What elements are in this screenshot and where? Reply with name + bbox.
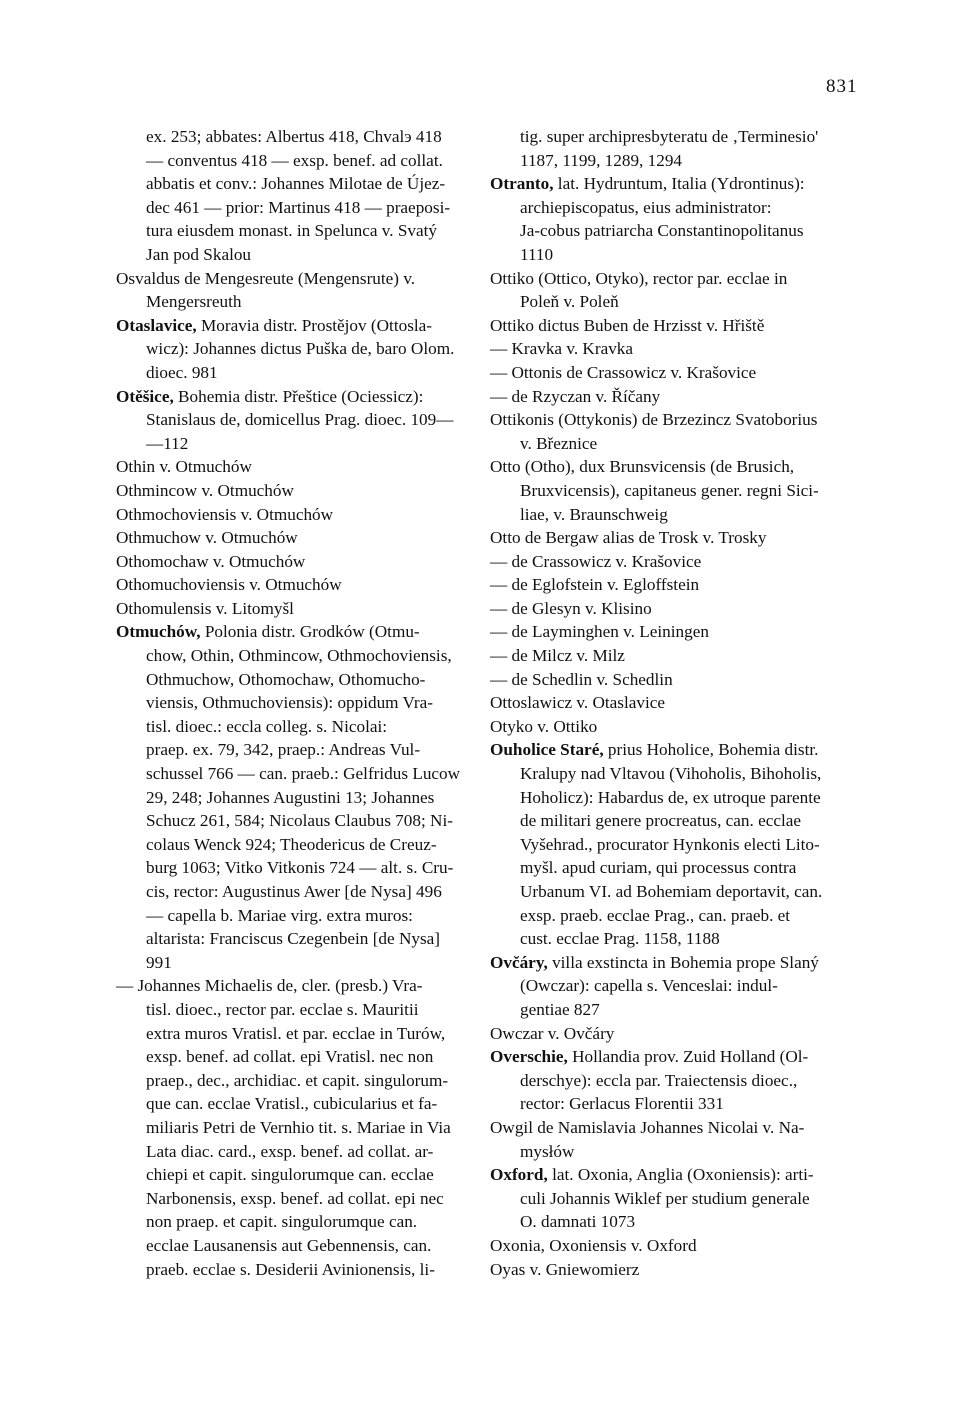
text-line: burg 1063; Vitko Vitkonis 724 — alt. s. Cru- [146, 858, 454, 878]
text-line: 991 [146, 952, 172, 972]
text-line: colaus Wenck 924; Theodericus de Creuz- [146, 834, 437, 854]
text-line: —112 [146, 433, 189, 453]
right-column [490, 125, 874, 1281]
text-line: gentiae 827 [520, 999, 600, 1019]
text-line: dec 461 — prior: Martinus 418 — praeposi- [146, 197, 451, 217]
text-line: Poleň v. Poleň [520, 292, 619, 312]
text-line: — capella b. Mariae virg. extra muros: [146, 905, 413, 925]
page-number: 831 [826, 76, 858, 97]
text-line: Oyas v. Gniewomierz [490, 1259, 640, 1279]
text-line: — Johannes Michaelis de, cler. (presb.) Vra- [116, 976, 423, 996]
text-line: Ovčáry, villa exstincta in Bohemia prope Slaný [490, 952, 819, 972]
text-line: Otyko v. Ottiko [490, 716, 598, 736]
text-line: rector: Gerlacus Florentii 331 [520, 1094, 724, 1114]
text-line: Hoholicz): Habardus de, ex utroque parente [520, 787, 821, 807]
text-line: — de Schedlin v. Schedlin [490, 669, 673, 689]
entry-headword: Otranto, [490, 174, 554, 194]
text-line: viensis, Othmuchoviensis): oppidum Vra- [146, 693, 433, 713]
text-line: altarista: Franciscus Czegenbein [de Nysa] [146, 929, 440, 949]
text-line: tisl. dioec., rector par. ecclae s. Mauritii [146, 999, 419, 1019]
text-line: Othmochoviensis v. Otmuchów [116, 504, 334, 524]
text-line: archiepiscopatus, eius administrator: [520, 197, 772, 217]
text-line: exsp. praeb. ecclae Prag., can. praeb. et [520, 905, 791, 925]
text-line: Owczar v. Ovčáry [490, 1023, 615, 1043]
text-line: extra muros Vratisl. et par. ecclae in Turów, [146, 1023, 446, 1043]
text-line: mysłów [520, 1141, 575, 1161]
text-line: wicz): Johannes dictus Puška de, baro Olom. [146, 339, 455, 359]
text-line: Lata diac. card., exsp. benef. ad collat. ar- [146, 1141, 434, 1161]
entry-headword: Otěšice, [116, 386, 174, 406]
text-line: 1110 [520, 244, 554, 264]
entry-headword: Ovčáry, [490, 952, 548, 972]
text-line: Otranto, lat. Hydruntum, Italia (Ydrontinus): [490, 174, 805, 194]
text-line: Stanislaus de, domicellus Prag. dioec. 109— [146, 410, 454, 430]
text-line: myšl. apud curiam, qui processus contra [520, 858, 797, 878]
text-line: Bruxvicensis), capitaneus gener. regni Sici- [520, 480, 819, 500]
text-line: Vyšehrad., procurator Hynkonis electi Lito- [520, 834, 820, 854]
entry-headword: Overschie, [490, 1047, 568, 1067]
text-line: Otaslavice, Moravia distr. Prostějov (Ottosla- [116, 315, 433, 335]
text-line: Overschie, Hollandia prov. Zuid Holland (Ol- [490, 1047, 809, 1067]
text-line: derschye): eccla par. Traiectensis dioec., [520, 1070, 798, 1090]
text-line: O. damnati 1073 [520, 1212, 636, 1232]
text-line: praeb. ecclae s. Desiderii Avinionensis, li- [146, 1259, 435, 1279]
text-line: Othmincow v. Otmuchów [116, 480, 294, 500]
text-line: 1187, 1199, 1289, 1294 [520, 150, 683, 170]
text-line: — de Layminghen v. Leiningen [490, 622, 709, 642]
text-line: dioec. 981 [146, 362, 218, 382]
text-line: Kralupy nad Vltavou (Vihoholis, Bihoholis, [520, 764, 822, 784]
text-line: cust. ecclae Prag. 1158, 1188 [520, 929, 720, 949]
text-line: tisl. dioec.: eccla colleg. s. Nicolai: [146, 716, 388, 736]
text-line: Othomuchoviensis v. Otmuchów [116, 575, 342, 595]
text-line: — Ottonis de Crassowicz v. Krašovice [490, 362, 757, 382]
text-line: Ottiko dictus Buben de Hrzisst v. Hřiště [490, 315, 765, 335]
text-line: ecclae Lausanensis aut Gebennensis, can. [146, 1235, 432, 1255]
text-line: praep., dec., archidiac. et capit. singulorum- [146, 1070, 449, 1090]
text-line: tig. super archipresbyteratu de ‚Terminesio' [520, 127, 819, 146]
text-line: chiepi et capit. singulorumque can. ecclae [146, 1165, 434, 1185]
text-line: Schucz 261, 584; Nicolaus Claubus 708; Ni- [146, 811, 453, 831]
text-line: Otěšice, Bohemia distr. Přeštice (Ociessicz): [116, 386, 424, 406]
text-line: — de Eglofstein v. Egloffstein [490, 575, 700, 595]
text-line: Ouholice Staré, prius Hoholice, Bohemia distr. [490, 740, 819, 760]
entry-headword: Otaslavice, [116, 315, 197, 335]
text-line: (Owczar): capella s. Venceslai: indul- [520, 976, 778, 996]
text-line: — de Rzyczan v. Říčany [490, 386, 661, 406]
text-line: Otmuchów, Polonia distr. Grodków (Otmu- [116, 622, 420, 642]
text-line: Ja-cobus patriarcha Constantinopolitanus [520, 221, 804, 241]
text-line: chow, Othin, Othmincow, Othmochoviensis, [146, 646, 452, 666]
text-line: — de Crassowicz v. Krašovice [490, 551, 702, 571]
text-line: Ottoslawicz v. Otaslavice [490, 693, 665, 713]
text-line: Jan pod Skalou [146, 244, 252, 264]
text-line: de militari genere procreatus, can. ecclae [520, 811, 802, 831]
text-line: Ottiko (Ottico, Otyko), rector par. ecclae in [490, 268, 788, 288]
text-line: Oxford, lat. Oxonia, Anglia (Oxoniensis): arti- [490, 1165, 814, 1185]
text-line: Othomulensis v. Litomyšl [116, 598, 294, 618]
text-line: — de Milcz v. Milz [490, 646, 625, 666]
text-line: Othin v. Otmuchów [116, 457, 252, 477]
text-line: Ottikonis (Ottykonis) de Brzezincz Svatoborius [490, 410, 818, 430]
text-line: non praep. et capit. singulorumque can. [146, 1212, 418, 1232]
text-line: Otto (Otho), dux Brunsvicensis (de Brusich, [490, 457, 795, 477]
text-line: Owgil de Namislavia Johannes Nicolai v. Na- [490, 1117, 805, 1137]
entry-headword: Ouholice Staré, [490, 740, 604, 760]
entry-headword: Oxford, [490, 1165, 548, 1185]
text-line: — Kravka v. Kravka [490, 339, 634, 359]
text-line: v. Březnice [520, 433, 598, 453]
text-line: Mengersreuth [146, 292, 242, 312]
text-line: liae, v. Braunschweig [520, 504, 668, 524]
text-line: Urbanum VI. ad Bohemiam deportavit, can. [520, 882, 823, 901]
text-line: Otto de Bergaw alias de Trosk v. Trosky [490, 528, 767, 548]
text-line: exsp. benef. ad collat. epi Vratisl. nec non [146, 1047, 434, 1067]
text-line: Othmuchow v. Otmuchów [116, 528, 298, 548]
text-line: tura eiusdem monast. in Spelunca v. Svatý [146, 221, 438, 241]
text-line: que can. ecclae Vratisl., cubicularius et fa- [146, 1094, 438, 1114]
text-line: — de Glesyn v. Klisino [490, 598, 652, 618]
entry-headword: Otmuchów, [116, 622, 201, 642]
text-line: Osvaldus de Mengesreute (Mengensrute) v. [116, 268, 416, 288]
text-line: Othomochaw v. Otmuchów [116, 551, 306, 571]
text-line: praep. ex. 79, 342, praep.: Andreas Vul- [146, 740, 421, 760]
left-column [116, 125, 476, 1281]
text-line: cis, rector: Augustinus Awer [de Nysa] 496 [146, 882, 442, 901]
text-line: Othmuchow, Othomochaw, Othomucho- [146, 669, 426, 689]
text-line: culi Johannis Wiklef per studium generale [520, 1188, 810, 1208]
text-line: Narbonensis, exsp. benef. ad collat. epi nec [146, 1188, 444, 1208]
text-line: miliaris Petri de Vernhio tit. s. Mariae in Via [146, 1117, 451, 1137]
text-line: Oxonia, Oxoniensis v. Oxford [490, 1235, 697, 1255]
text-line: abbatis et conv.: Johannes Milotae de Újez- [146, 174, 446, 194]
text-line: schussel 766 — can. praeb.: Gelfridus Lucow [146, 764, 461, 784]
text-line: ex. 253; abbates: Albertus 418, Chvalэ 418 [146, 127, 442, 146]
text-line: — conventus 418 — exsp. benef. ad collat. [146, 150, 443, 170]
text-line: 29, 248; Johannes Augustini 13; Johannes [146, 787, 435, 807]
